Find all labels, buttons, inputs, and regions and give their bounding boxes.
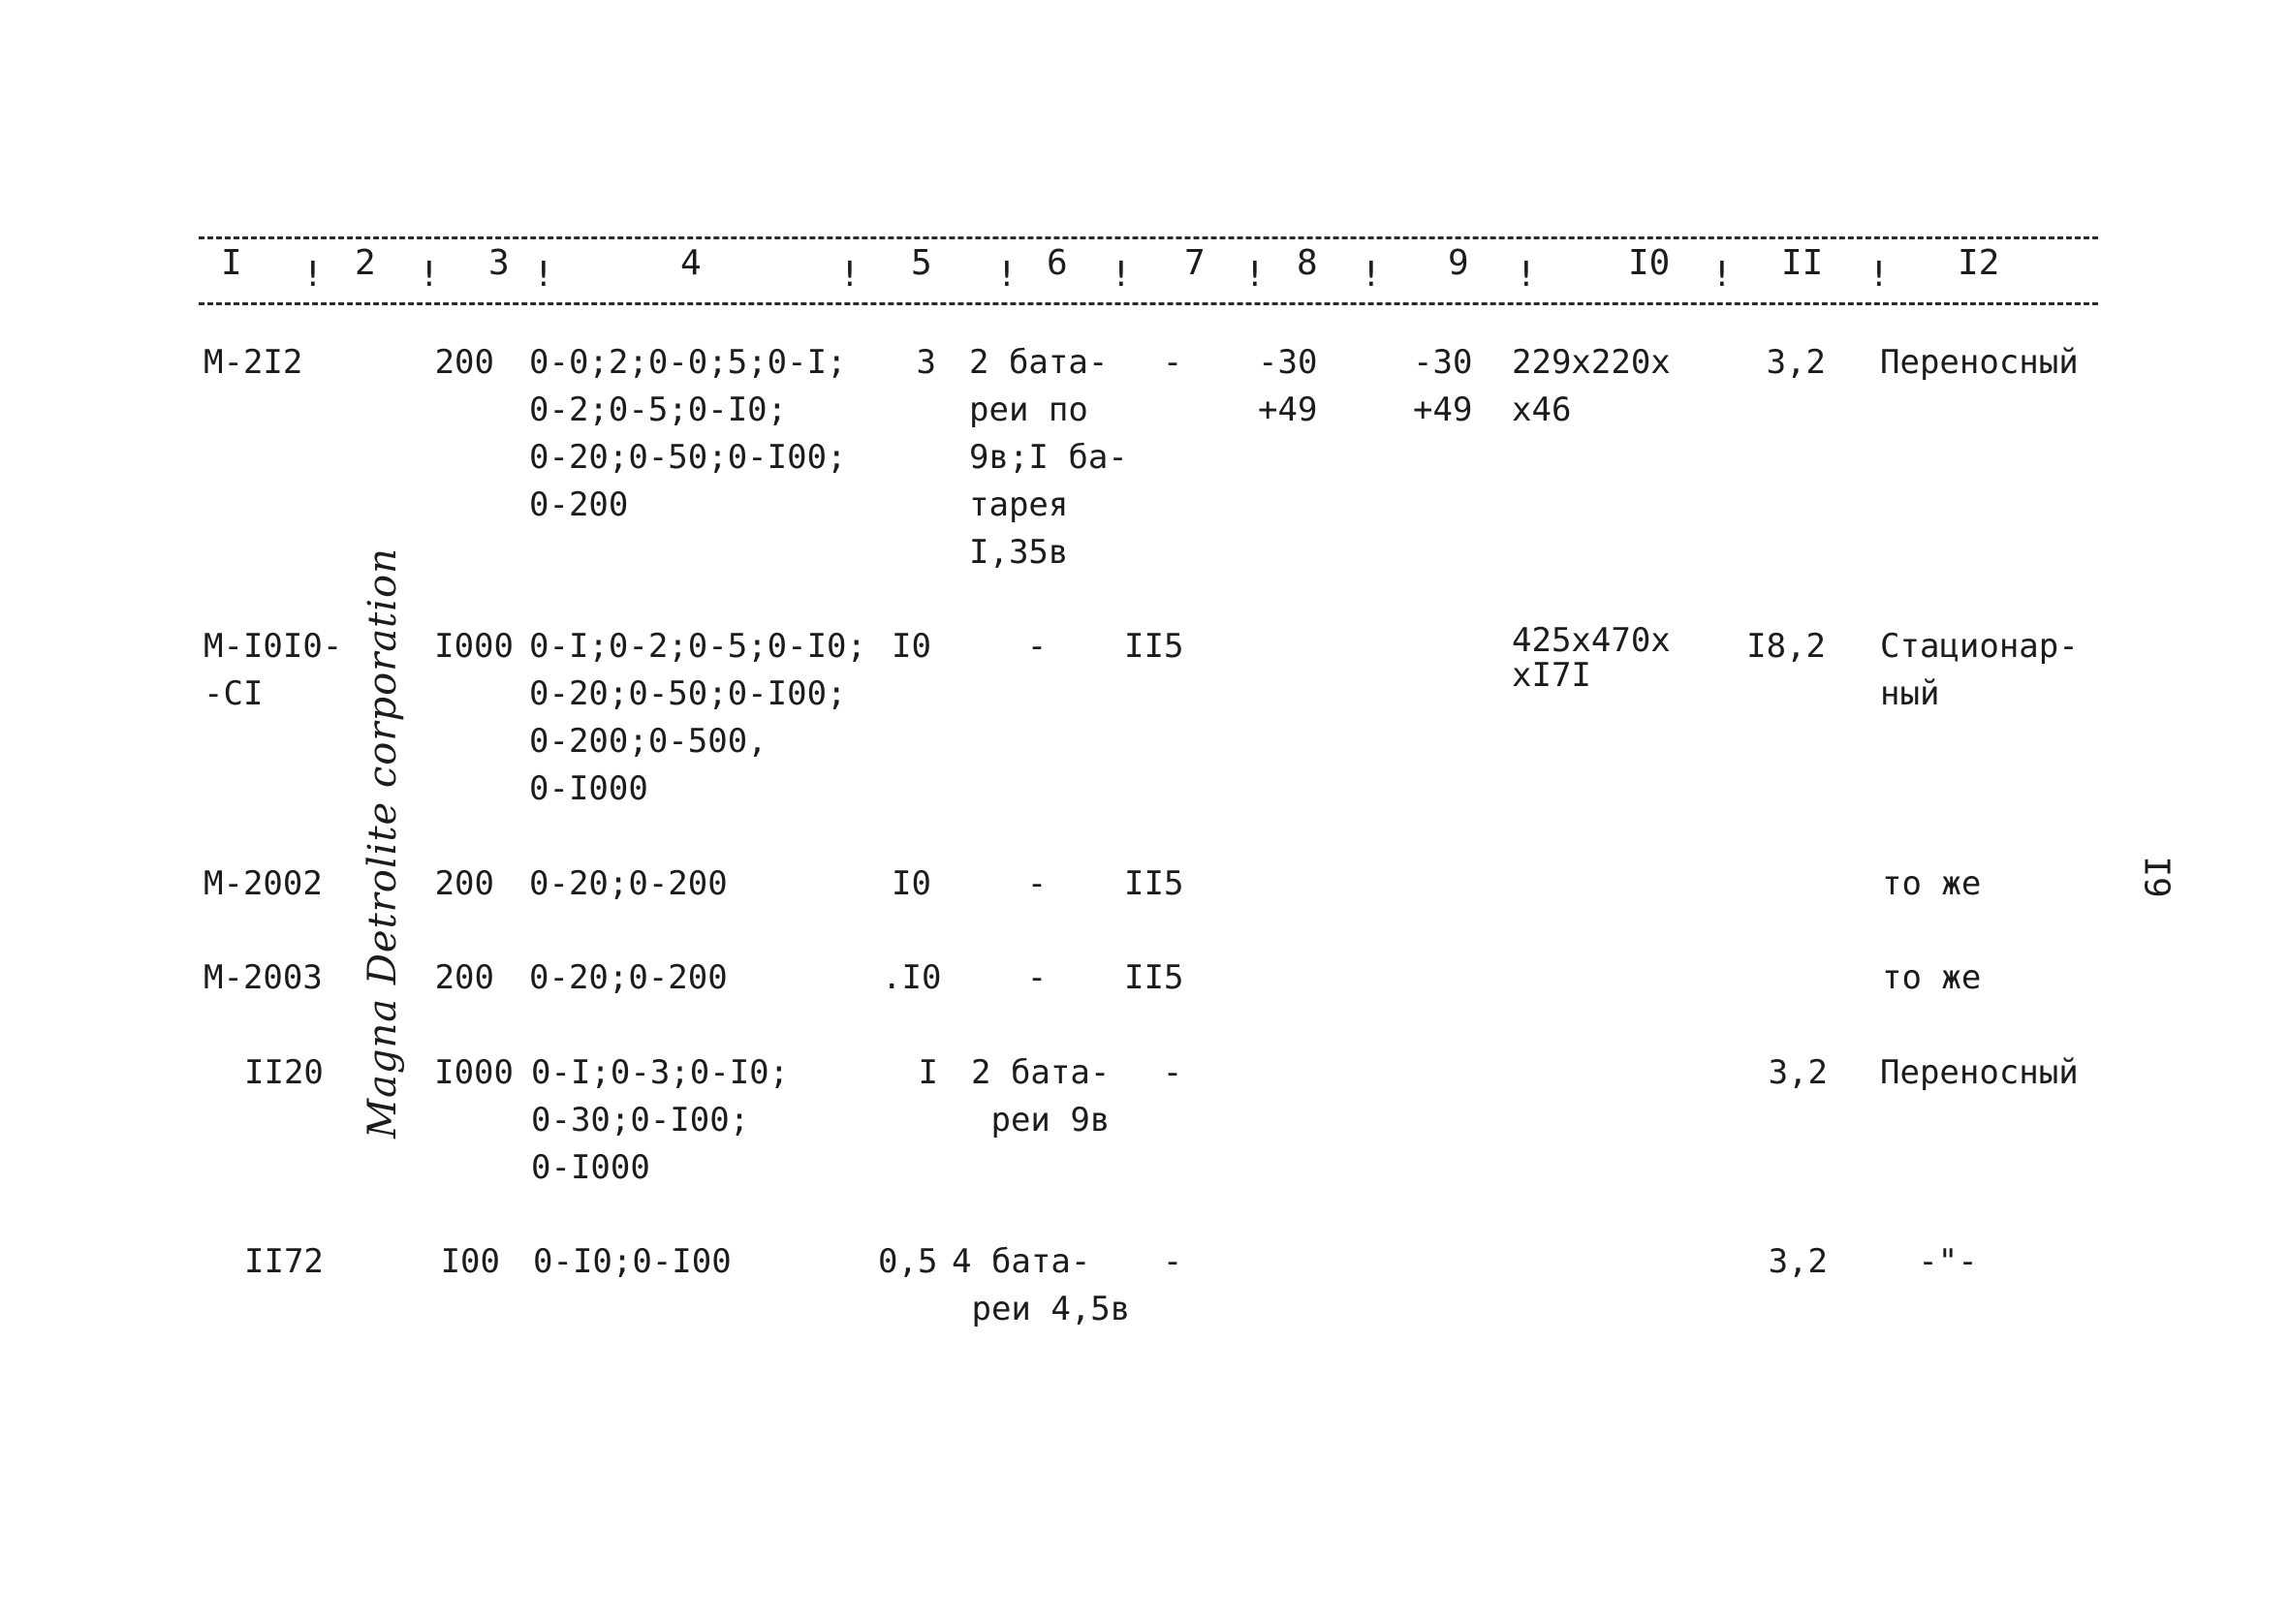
header-col-7: 7	[1184, 243, 1206, 283]
cell-col7: II5	[1124, 864, 1184, 903]
header-col-1: I	[221, 243, 242, 283]
cell-ranges: 0-20;0-200	[529, 958, 728, 997]
header-separator: !	[1868, 255, 1890, 295]
cell-weight: I8,2	[1746, 627, 1826, 666]
cell-model: М-2I2	[204, 343, 303, 382]
cell-range-max: I00	[440, 1242, 500, 1281]
cell-range-max: I000	[434, 627, 514, 666]
header-separator: !	[1516, 255, 1537, 295]
header-col-9: 9	[1448, 243, 1469, 283]
cell-power: -	[1026, 864, 1048, 903]
cell-power: 2 бата- реи по 9в;I ба- тарея I,35в	[969, 343, 1128, 572]
cell-ranges: 0-I;0-2;0-5;0-I0; 0-20;0-50;0-I00; 0-200;0-500, 0-I000	[529, 627, 866, 808]
cell-power: 4 бата- реи 4,5в	[952, 1242, 1131, 1328]
cell-power: 2 бата- реи 9в	[971, 1053, 1111, 1140]
header-separator: !	[1361, 255, 1382, 295]
cell-type: Стационар- ный	[1880, 627, 2079, 713]
cell-col7: II5	[1124, 627, 1184, 666]
header-separator: !	[302, 255, 324, 295]
table-header-rule	[199, 302, 2098, 305]
cell-ranges: 0-I;0-3;0-I0; 0-30;0-I00; 0-I000	[531, 1053, 790, 1187]
cell-col5: .I0	[882, 958, 942, 997]
header-separator: !	[1711, 255, 1733, 295]
cell-type: то же	[1882, 958, 1982, 997]
cell-col9: -30 +49	[1413, 343, 1473, 429]
cell-col8: -30 +49	[1258, 343, 1318, 429]
cell-range-max: 200	[434, 864, 494, 903]
cell-weight: 3,2	[1768, 1242, 1828, 1281]
cell-model: II20	[244, 1053, 324, 1092]
cell-weight: 3,2	[1766, 343, 1826, 382]
cell-ranges: 0-20;0-200	[529, 864, 728, 903]
cell-model: М-I0I0- -CI	[204, 627, 343, 713]
cell-col7: -	[1162, 1053, 1183, 1092]
header-col-4: 4	[680, 243, 702, 283]
cell-ranges: 0-0;2;0-0;5;0-I; 0-2;0-5;0-I0; 0-20;0-50;0-I00; 0-200	[529, 343, 847, 524]
cell-col7: -	[1162, 343, 1183, 382]
header-col-3: 3	[488, 243, 510, 283]
cell-weight: 3,2	[1768, 1053, 1828, 1092]
header-separator: !	[1244, 255, 1266, 295]
cell-col5: 3	[916, 343, 936, 382]
table-top-rule	[199, 236, 2098, 239]
header-separator: !	[1111, 255, 1132, 295]
header-separator: !	[839, 255, 861, 295]
cell-type: то же	[1882, 864, 1982, 903]
document-page: I 2 3 4 5 6 7 8 9 I0 II I2 ! ! ! ! ! ! ! ! ! ! ! Magna Detrolite corporation I9 М-2I2 200 0-0;2;0-0;5;0-I; 0-2;0-5;0-I0; 0-20;0-50;0-I00; 0-200 3 2 бата- реи по 9в;I ба- тарея I,35в - -30 +49 -30 +49 229x220x x46 3,2 Переносный М-I0I0- -CI I000 0-I;0-2;0-5;0-I0; 0-20;0-50;0-I00; 0-200;0-500, 0-I000 I0 - II5 425x470x xI7I I8,2 Стационар- ный М-2002 200 0-20;0-200 I0 - II5 то же М-2003 200 0-20;0-200 .I0 - II5 то же II20 I000 0-I;0-3;0-I0; 0-30;0-I00; 0-I000 I 2 бата- реи 9в - 3,2 Переносный II72 I00 0-I0;0-I00 0,5 4 бата- реи 4,5в - 3,2 -"-	[0, 0, 2289, 1624]
cell-type: Переносный	[1880, 343, 2079, 382]
header-col-5: 5	[911, 243, 932, 283]
header-col-6: 6	[1047, 243, 1068, 283]
cell-power: -	[1026, 627, 1048, 666]
cell-range-max: 200	[434, 958, 494, 997]
cell-model: М-2003	[204, 958, 323, 997]
cell-range-max: I000	[434, 1053, 514, 1092]
cell-ranges: 0-I0;0-I00	[533, 1242, 732, 1281]
cell-dims: 425x470x xI7I	[1512, 621, 1671, 695]
cell-col5: I0	[892, 864, 931, 903]
cell-col7: II5	[1124, 958, 1184, 997]
header-separator: !	[419, 255, 440, 295]
cell-col5: I	[918, 1053, 938, 1092]
cell-model: II72	[244, 1242, 324, 1281]
cell-type: -"-	[1918, 1242, 1978, 1281]
cell-model: М-2002	[204, 864, 323, 903]
cell-dims: 229x220x x46	[1512, 343, 1671, 429]
cell-col5: I0	[892, 627, 931, 666]
cell-power: -	[1026, 958, 1048, 997]
header-col-10: I0	[1628, 243, 1671, 283]
header-col-2: 2	[355, 243, 376, 283]
cell-col5: 0,5	[878, 1242, 938, 1281]
header-separator: !	[533, 255, 554, 295]
header-col-11: II	[1781, 243, 1824, 283]
cell-type: Переносный	[1880, 1053, 2079, 1092]
cell-range-max: 200	[434, 343, 494, 382]
header-col-8: 8	[1297, 243, 1318, 283]
header-separator: !	[996, 255, 1018, 295]
header-col-12: I2	[1958, 243, 2000, 283]
cell-col7: -	[1162, 1242, 1183, 1281]
